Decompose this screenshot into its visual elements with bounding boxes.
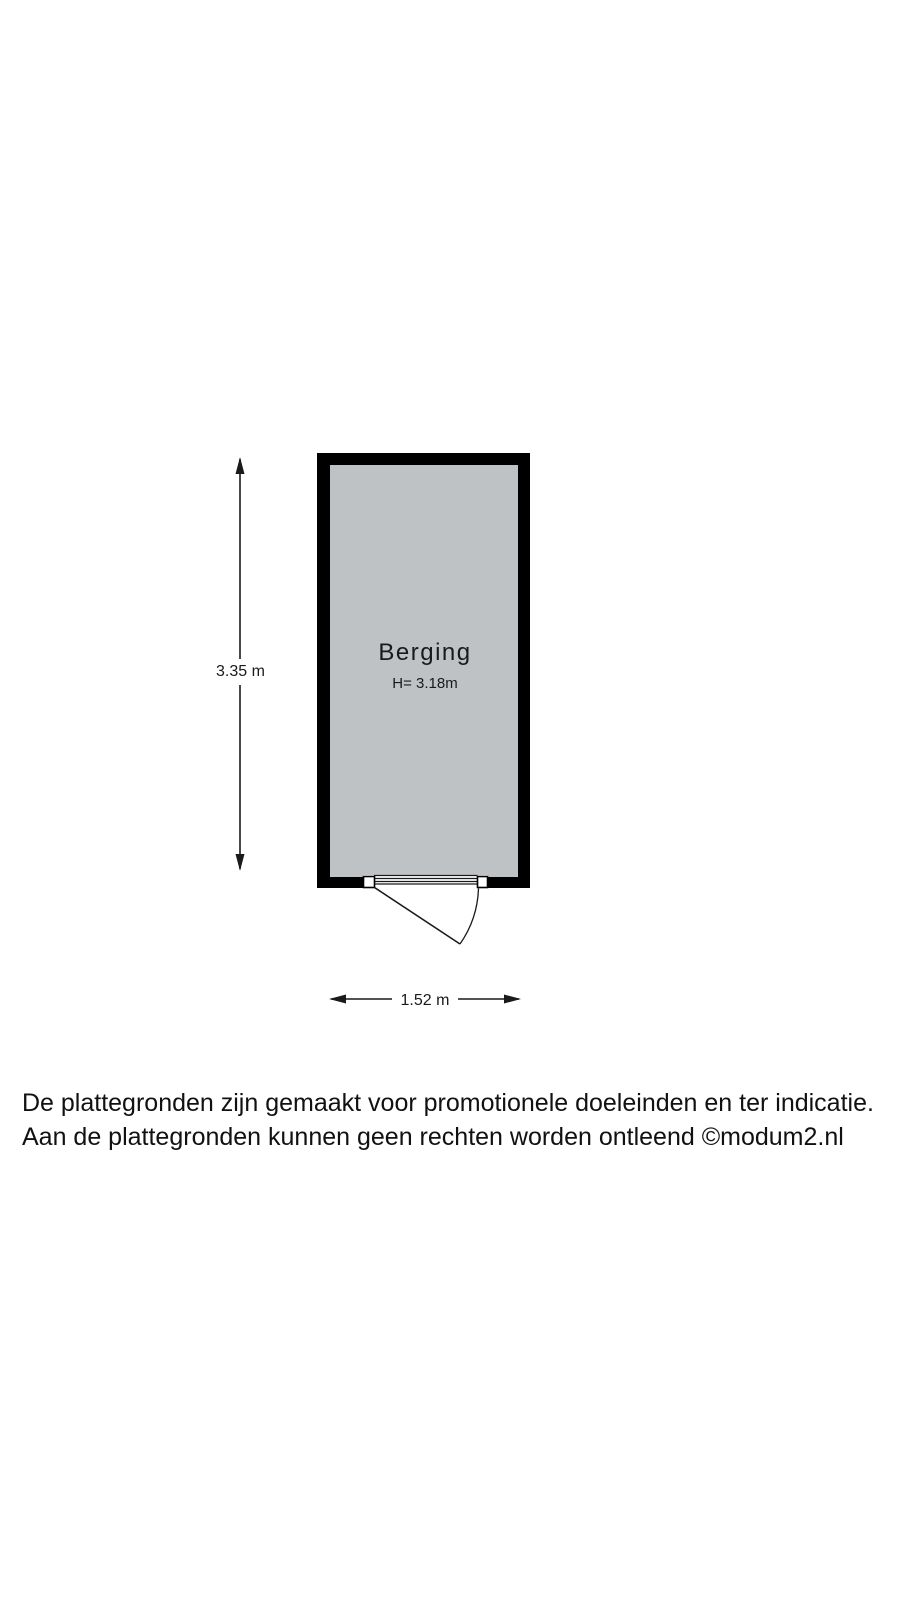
room-height-label: H= 3.18m	[392, 675, 458, 692]
arrow-right-icon	[504, 995, 521, 1004]
door-jamb-right	[478, 877, 488, 888]
disclaimer	[22, 1086, 900, 1154]
vertical-dimension	[211, 457, 270, 871]
door-jamb-left	[364, 877, 375, 888]
room-title: Berging	[378, 639, 472, 666]
door-swing-arc	[460, 889, 479, 945]
disclaimer-line2: Aan de plattegronden kunnen geen rechten worden ontleend ©modum2.nl	[22, 1123, 844, 1151]
vertical-dimension-label: 3.35 m	[216, 663, 265, 680]
arrow-up-icon	[236, 457, 245, 474]
door-leaf	[375, 888, 461, 945]
horizontal-dimension	[329, 987, 521, 1011]
disclaimer-line1: De plattegronden zijn gemaakt voor promotionele doeleinden en ter indicatie.	[22, 1089, 874, 1117]
horizontal-dimension-label: 1.52 m	[400, 992, 450, 1009]
arrow-left-icon	[329, 995, 346, 1004]
door-opening	[363, 875, 488, 890]
arrow-down-icon	[236, 854, 245, 871]
door	[363, 875, 488, 944]
room-floor	[330, 465, 518, 877]
